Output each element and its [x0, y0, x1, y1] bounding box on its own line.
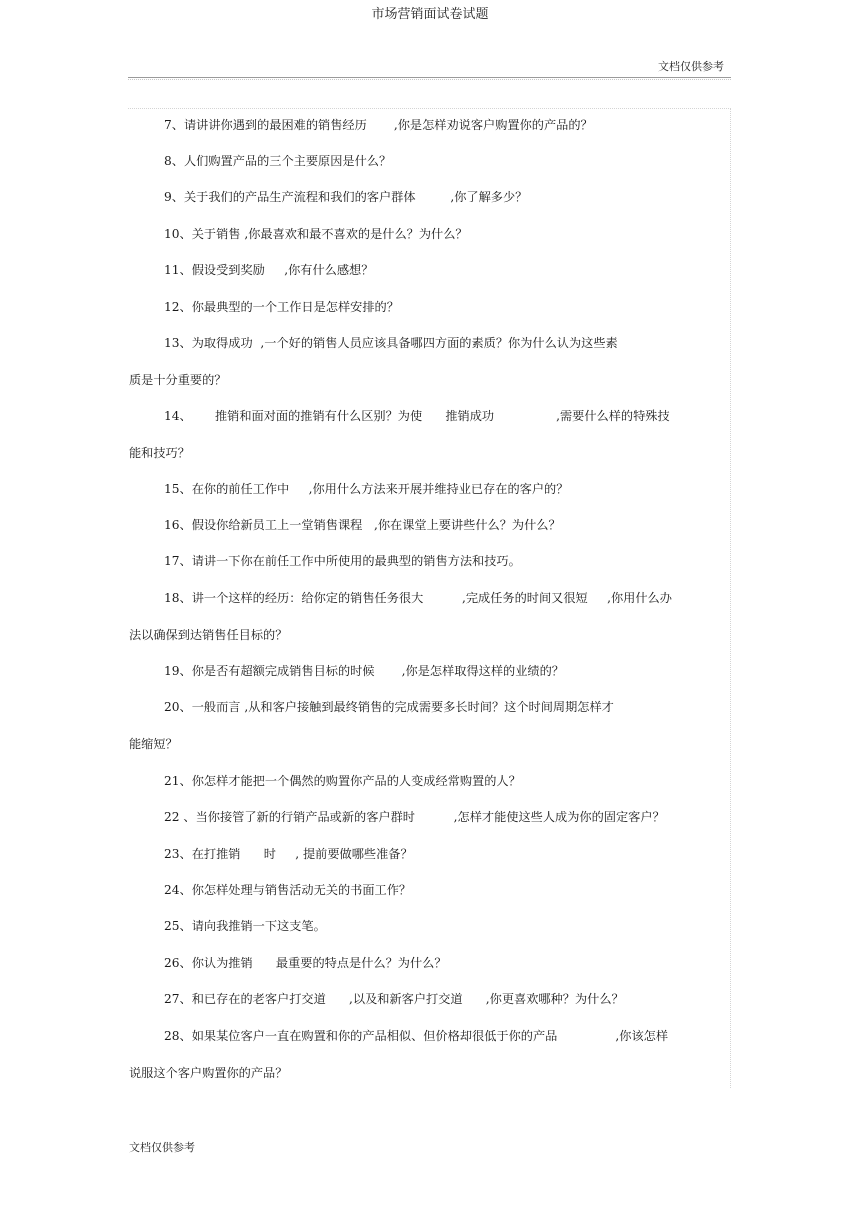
- question-line: 15、在你的前任工作中 ,你用什么方法来开展并维持业已存在的客户的？: [164, 482, 569, 496]
- question-line: 8、人们购置产品的三个主要原因是什么？: [164, 154, 392, 168]
- question-line: 10、关于销售 ,你最喜欢和最不喜欢的是什么？为什么？: [164, 227, 468, 241]
- document-title: 市场营销面试卷试题: [371, 7, 489, 22]
- question-line: 17、请讲一下你在前任工作中所使用的最典型的销售方法和技巧。: [164, 554, 521, 568]
- question-line: 19、你是否有超额完成销售目标的时候 ,你是怎样取得这样的业绩的？: [164, 664, 564, 678]
- question-line: 24、你怎样处理与销售活动无关的书面工作？: [164, 883, 412, 897]
- question-line: 25、请向我推销一下这支笔。: [164, 919, 326, 933]
- question-line: 20、一般而言 ,从和客户接触到最终销售的完成需要多长时间？这个时间周期怎样才: [164, 700, 614, 714]
- question-line: 7、请讲讲你遇到的最困难的销售经历 ,你是怎样劝说客户购置你的产品的？: [164, 118, 593, 132]
- question-line: 21、你怎样才能把一个偶然的购置你产品的人变成经常购置的人？: [164, 774, 521, 788]
- question-line: 18、讲一个这样的经历：给你定的销售任务很大 ,完成任务的时间又很短 ,你用什么办: [164, 591, 672, 605]
- question-line: 22 、当你接管了新的行销产品或新的客户群时 ,怎样才能使这些人成为你的固定客户？: [164, 810, 665, 824]
- question-line: 11、假设受到奖励 ,你有什么感想？: [164, 263, 374, 277]
- question-line: 28、如果某位客户一直在购置和你的产品相似、但价格却很低于你的产品 ,你该怎样: [164, 1029, 669, 1043]
- question-line: 16、假设你给新员工上一堂销售课程 ,你在课堂上要讲些什么？为什么？: [164, 518, 561, 532]
- footer-reference-note: 文档仅供参考: [129, 1141, 195, 1154]
- question-line-continued: 质是十分重要的？: [129, 373, 227, 387]
- question-line: 27、和已存在的老客户打交道 ,以及和新客户打交道 ,你更喜欢哪种？为什么？: [164, 992, 624, 1006]
- header-reference-note: 文档仅供参考: [658, 60, 724, 73]
- question-line-continued: 说服这个客户购置你的产品？: [129, 1066, 288, 1080]
- question-line: 26、你认为推销 最重要的特点是什么？为什么？: [164, 956, 447, 970]
- question-line: 14、 推销和面对面的推销有什么区别？为使 推销成功 ,需要什么样的特殊技: [164, 409, 670, 423]
- question-line: 12、你最典型的一个工作日是怎样安排的？: [164, 300, 399, 314]
- question-line: 9、关于我们的产品生产流程和我们的客户群体 ,你了解多少？: [164, 190, 528, 204]
- question-line: 13、为取得成功 ,一个好的销售人员应该具备哪四方面的素质？你为什么认为这些素: [164, 336, 618, 350]
- question-line-continued: 能缩短？: [129, 737, 178, 751]
- question-line-continued: 法以确保到达销售任目标的？: [129, 628, 288, 642]
- question-line: 23、在打推销 时 , 提前要做哪些准备？: [164, 847, 413, 861]
- question-line-continued: 能和技巧？: [129, 446, 190, 460]
